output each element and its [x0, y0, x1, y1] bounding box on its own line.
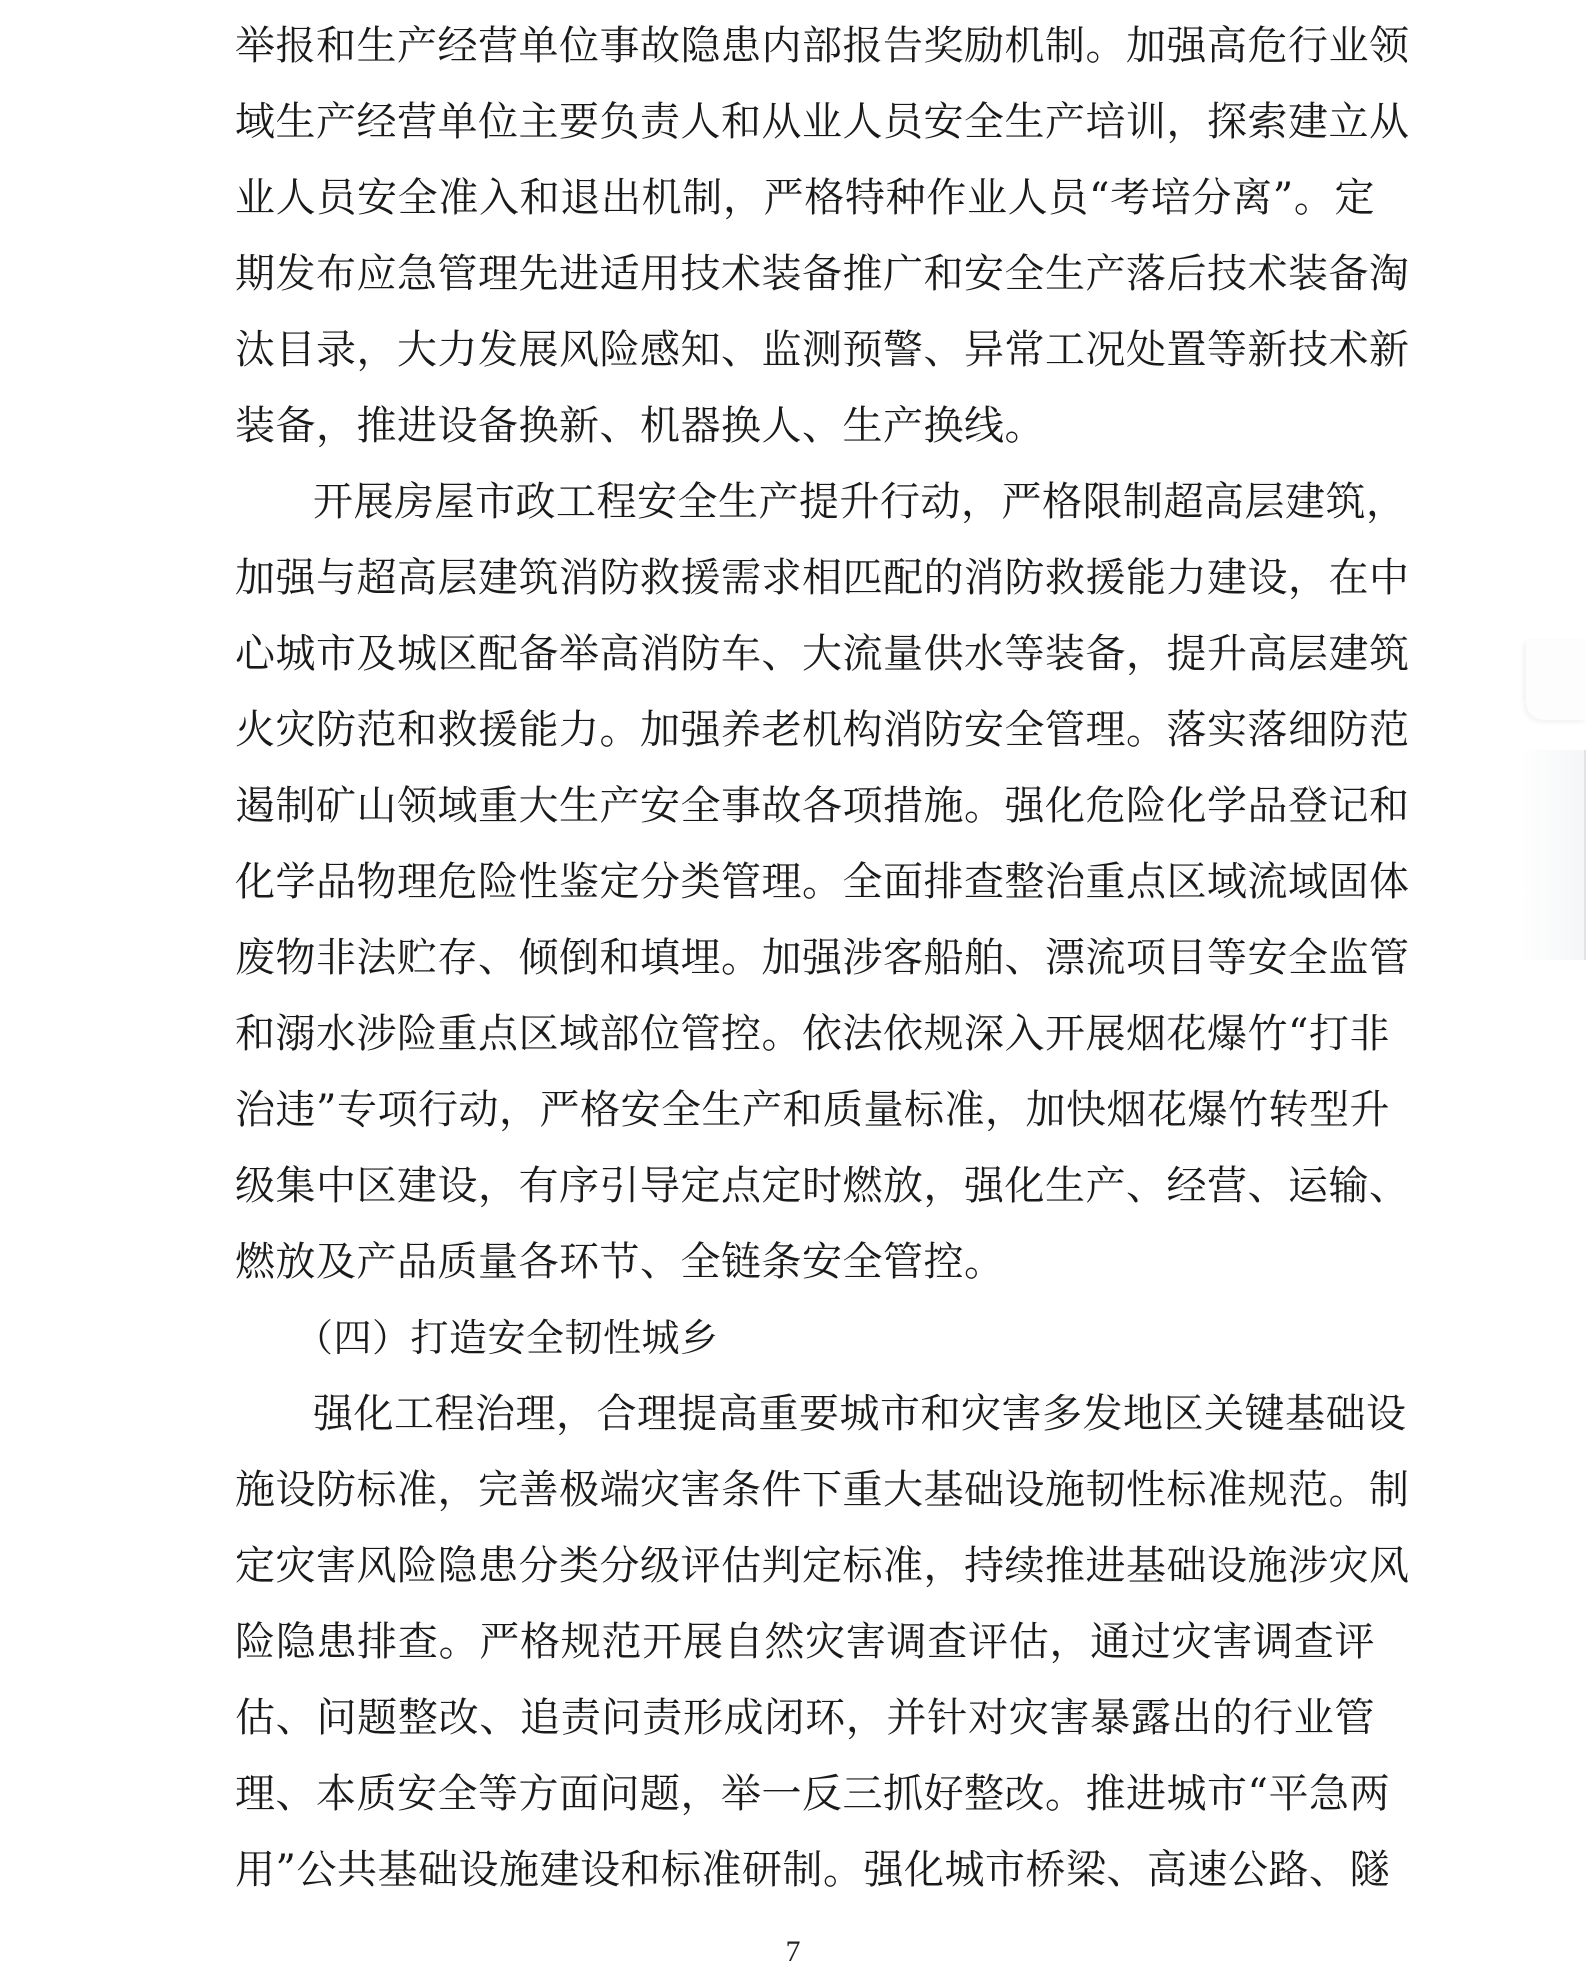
paragraph-2-line: 废物非法贮存、倾倒和填埋。加强涉客船舶、漂流项目等安全监管	[235, 935, 1410, 981]
paragraph-1-line: 业人员安全准入和退出机制，严格特种作业人员“考培分离”。定	[235, 175, 1375, 221]
page-edge-fold	[1520, 750, 1586, 960]
paragraph-3-line: 估、问题整改、追责问责形成闭环，并针对灾害暴露出的行业管	[235, 1695, 1375, 1741]
section-heading: （四）打造安全韧性城乡	[295, 1316, 719, 1360]
paragraph-2-line: 级集中区建设，有序引导定点定时燃放，强化生产、经营、运输、	[235, 1163, 1410, 1209]
paragraph-2-line: 开展房屋市政工程安全生产提升行动，严格限制超高层建筑，	[313, 479, 1407, 525]
paragraph-1-line: 举报和生产经营单位事故隐患内部报告奖励机制。加强高危行业领	[235, 23, 1410, 69]
paragraph-2-line: 和溺水涉险重点区域部位管控。依法依规深入开展烟花爆竹“打非	[235, 1011, 1390, 1057]
paragraph-3-line: 用”公共基础设施建设和标准研制。强化城市桥梁、高速公路、隧	[235, 1847, 1390, 1893]
paragraph-3-line: 险隐患排查。严格规范开展自然灾害调查评估，通过灾害调查评	[235, 1619, 1375, 1665]
paragraph-2-line: 火灾防范和救援能力。加强养老机构消防安全管理。落实落细防范	[235, 707, 1410, 753]
paragraph-2-line: 加强与超高层建筑消防救援需求相匹配的消防救援能力建设，在中	[235, 555, 1410, 601]
paragraph-1-line: 域生产经营单位主要负责人和从业人员安全生产培训，探索建立从	[235, 99, 1410, 145]
document-body	[235, 8, 1410, 1908]
page-edge-shadow	[1526, 640, 1586, 720]
paragraph-3-line: 定灾害风险隐患分类分级评估判定标准，持续推进基础设施涉灾风	[235, 1543, 1410, 1589]
paragraph-1-line: 装备，推进设备换新、机器换人、生产换线。	[235, 403, 1045, 449]
page-number: 7	[785, 1935, 801, 1968]
paragraph-3-line: 强化工程治理，合理提高重要城市和灾害多发地区关键基础设	[313, 1391, 1407, 1437]
paragraph-2-line: 心城市及城区配备举高消防车、大流量供水等装备，提升高层建筑	[235, 631, 1410, 677]
paragraph-2-line: 化学品物理危险性鉴定分类管理。全面排查整治重点区域流域固体	[235, 859, 1410, 905]
paragraph-1-line: 期发布应急管理先进适用技术装备推广和安全生产落后技术装备淘	[235, 251, 1410, 297]
paragraph-3-line: 施设防标准，完善极端灾害条件下重大基础设施韧性标准规范。制	[235, 1467, 1410, 1513]
paragraph-2-line: 遏制矿山领域重大生产安全事故各项措施。强化危险化学品登记和	[235, 783, 1410, 829]
paragraph-1-line: 汰目录，大力发展风险感知、监测预警、异常工况处置等新技术新	[235, 327, 1410, 373]
paragraph-2-line: 治违”专项行动，严格安全生产和质量标准，加快烟花爆竹转型升	[235, 1087, 1390, 1133]
paragraph-3-line: 理、本质安全等方面问题，举一反三抓好整改。推进城市“平急两	[235, 1771, 1390, 1817]
paragraph-2-line: 燃放及产品质量各环节、全链条安全管控。	[235, 1239, 1005, 1285]
